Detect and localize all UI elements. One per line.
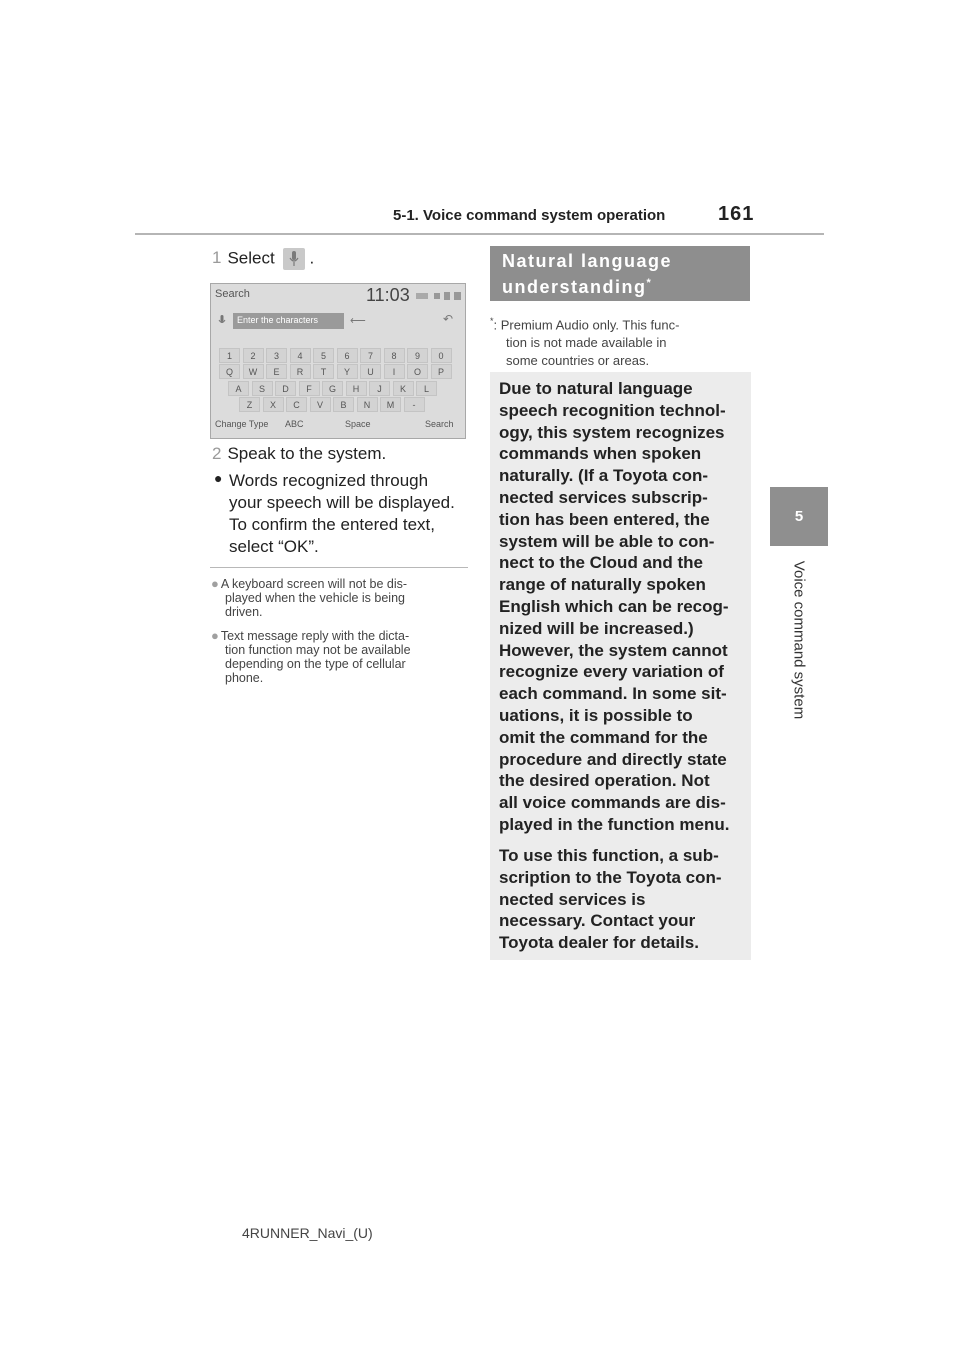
chapter-tab-number: 5 (794, 508, 804, 525)
footnote-line: some countries or areas. (506, 353, 650, 369)
screen-key: M (380, 397, 401, 412)
info-line: necessary. Contact your (499, 911, 696, 931)
screen-input-placeholder: Enter the characters (237, 315, 319, 325)
note-line: played when the vehicle is being (225, 591, 405, 605)
screen-key: W (243, 364, 264, 379)
screen-key: - (404, 397, 425, 412)
step-1 (212, 248, 314, 270)
document-id: 4RUNNER_Navi_(U) (242, 1225, 373, 1241)
info-line: system will be able to con- (499, 531, 715, 551)
step-number: 1 (212, 248, 222, 268)
status-icons (416, 292, 462, 300)
keyboard-screen-image (210, 283, 466, 439)
page-number: 161 (718, 203, 755, 225)
info-paragraph-1 (499, 378, 744, 836)
note-line: driven. (225, 605, 263, 619)
section-title: 5-1. Voice command system operation (393, 207, 666, 224)
info-line: naturally. (If a Toyota con- (499, 466, 709, 486)
note-divider (210, 567, 468, 568)
mic-icon (283, 248, 305, 270)
screen-change-type: Change Type (215, 418, 269, 429)
bullet-dot-icon: ● (214, 470, 223, 486)
note-line: phone. (225, 671, 264, 685)
screen-key: P (431, 364, 452, 379)
screen-key: A (228, 381, 249, 396)
screen-key: C (286, 397, 307, 412)
screen-key: X (263, 397, 284, 412)
note-line: A keyboard screen will not be dis- (220, 577, 408, 591)
step-text: Select (227, 248, 275, 268)
section-heading-line: understanding (502, 277, 647, 297)
screen-key: T (313, 364, 334, 379)
screen-key: 0 (431, 348, 452, 363)
footnote-mark: * (646, 277, 653, 289)
bullet-line: select “OK”. (229, 537, 319, 556)
info-line: nected services subscrip- (499, 487, 708, 507)
section-heading (502, 250, 672, 298)
info-line: uations, it is possible to (499, 705, 693, 725)
screen-key: U (360, 364, 381, 379)
footnote-line: : Premium Audio only. This func- (493, 317, 680, 333)
info-line: range of naturally spoken (499, 575, 706, 595)
info-line: each command. In some sit- (499, 684, 727, 704)
screen-suggestion-bar (231, 329, 461, 347)
note-2 (211, 629, 411, 685)
return-icon: ↶ (443, 312, 454, 326)
info-line: the desired operation. Not (499, 771, 710, 791)
screen-key: Y (337, 364, 358, 379)
screen-title: Search (215, 288, 250, 300)
screen-abc: ABC (285, 418, 304, 429)
info-line: nized will be increased.) (499, 618, 694, 638)
screen-key: 3 (266, 348, 287, 363)
bullet-line: To confirm the entered text, (229, 515, 435, 534)
screen-key: Q (219, 364, 240, 379)
screen-key: 8 (384, 348, 405, 363)
step-2 (212, 444, 386, 464)
screen-key: O (407, 364, 428, 379)
screen-clock: 11:03 (366, 285, 410, 305)
screen-key: I (384, 364, 405, 379)
screen-key: 6 (337, 348, 358, 363)
chapter-tab-label: Voice command system (790, 560, 808, 720)
info-line: played in the function menu. (499, 814, 730, 834)
info-line: tion has been entered, the (499, 509, 710, 529)
info-paragraph-2 (499, 845, 744, 954)
step-text: Speak to the system. (227, 444, 387, 463)
footnote-mark: * (490, 316, 494, 326)
note-line: depending on the type of cellular (225, 657, 406, 671)
screen-key: H (346, 381, 367, 396)
screen-key: G (322, 381, 343, 396)
step-number: 2 (212, 444, 222, 463)
info-line: English which can be recog- (499, 596, 729, 616)
step-text-end: . (309, 248, 315, 268)
screen-key: Z (239, 397, 260, 412)
info-line: ogy, this system recognizes (499, 422, 725, 442)
screen-key: 4 (290, 348, 311, 363)
screen-key: 5 (313, 348, 334, 363)
note-line: tion function may not be available (225, 643, 411, 657)
info-line: speech recognition technol- (499, 400, 726, 420)
footnote-line: tion is not made available in (506, 335, 667, 351)
header-divider (135, 233, 824, 235)
screen-mic-icon (218, 315, 226, 327)
info-line: Due to natural language (499, 379, 693, 398)
info-line: procedure and directly state (499, 749, 727, 769)
screen-key: F (299, 381, 320, 396)
screen-key: E (266, 364, 287, 379)
screen-key: R (290, 364, 311, 379)
info-line: However, the system cannot (499, 640, 728, 660)
screen-space: Space (345, 418, 371, 429)
note-line: Text message reply with the dicta- (220, 629, 410, 643)
bullet-line: your speech will be displayed. (229, 493, 455, 512)
screen-key: D (275, 381, 296, 396)
screen-key: K (393, 381, 414, 396)
section-heading-line: Natural language (502, 251, 673, 271)
screen-key: 7 (360, 348, 381, 363)
backspace-icon: ⟵ (350, 315, 366, 327)
screen-key: N (357, 397, 378, 412)
info-line: nect to the Cloud and the (499, 553, 703, 573)
info-line: commands when spoken (499, 444, 702, 464)
note-bullet-icon: ● (211, 628, 219, 643)
screen-key: 2 (243, 348, 264, 363)
screen-key: V (310, 397, 331, 412)
screen-key: 1 (219, 348, 240, 363)
info-line: all voice commands are dis- (499, 793, 726, 813)
screen-key: L (416, 381, 437, 396)
info-line: nected services is (499, 889, 646, 909)
screen-search: Search (425, 418, 454, 429)
screen-key: J (369, 381, 390, 396)
note-bullet-icon: ● (211, 576, 219, 591)
info-line: omit the command for the (499, 727, 708, 747)
info-line: To use this function, a sub- (499, 846, 719, 865)
bullet-text (229, 470, 455, 558)
screen-key: B (333, 397, 354, 412)
screen-key: 9 (407, 348, 428, 363)
screen-key: S (252, 381, 273, 396)
info-line: scription to the Toyota con- (499, 867, 722, 887)
note-1 (211, 577, 407, 619)
bullet-line: Words recognized through (229, 471, 429, 490)
footnote (490, 312, 750, 370)
info-line: recognize every variation of (499, 662, 724, 682)
info-line: Toyota dealer for details. (499, 933, 699, 953)
